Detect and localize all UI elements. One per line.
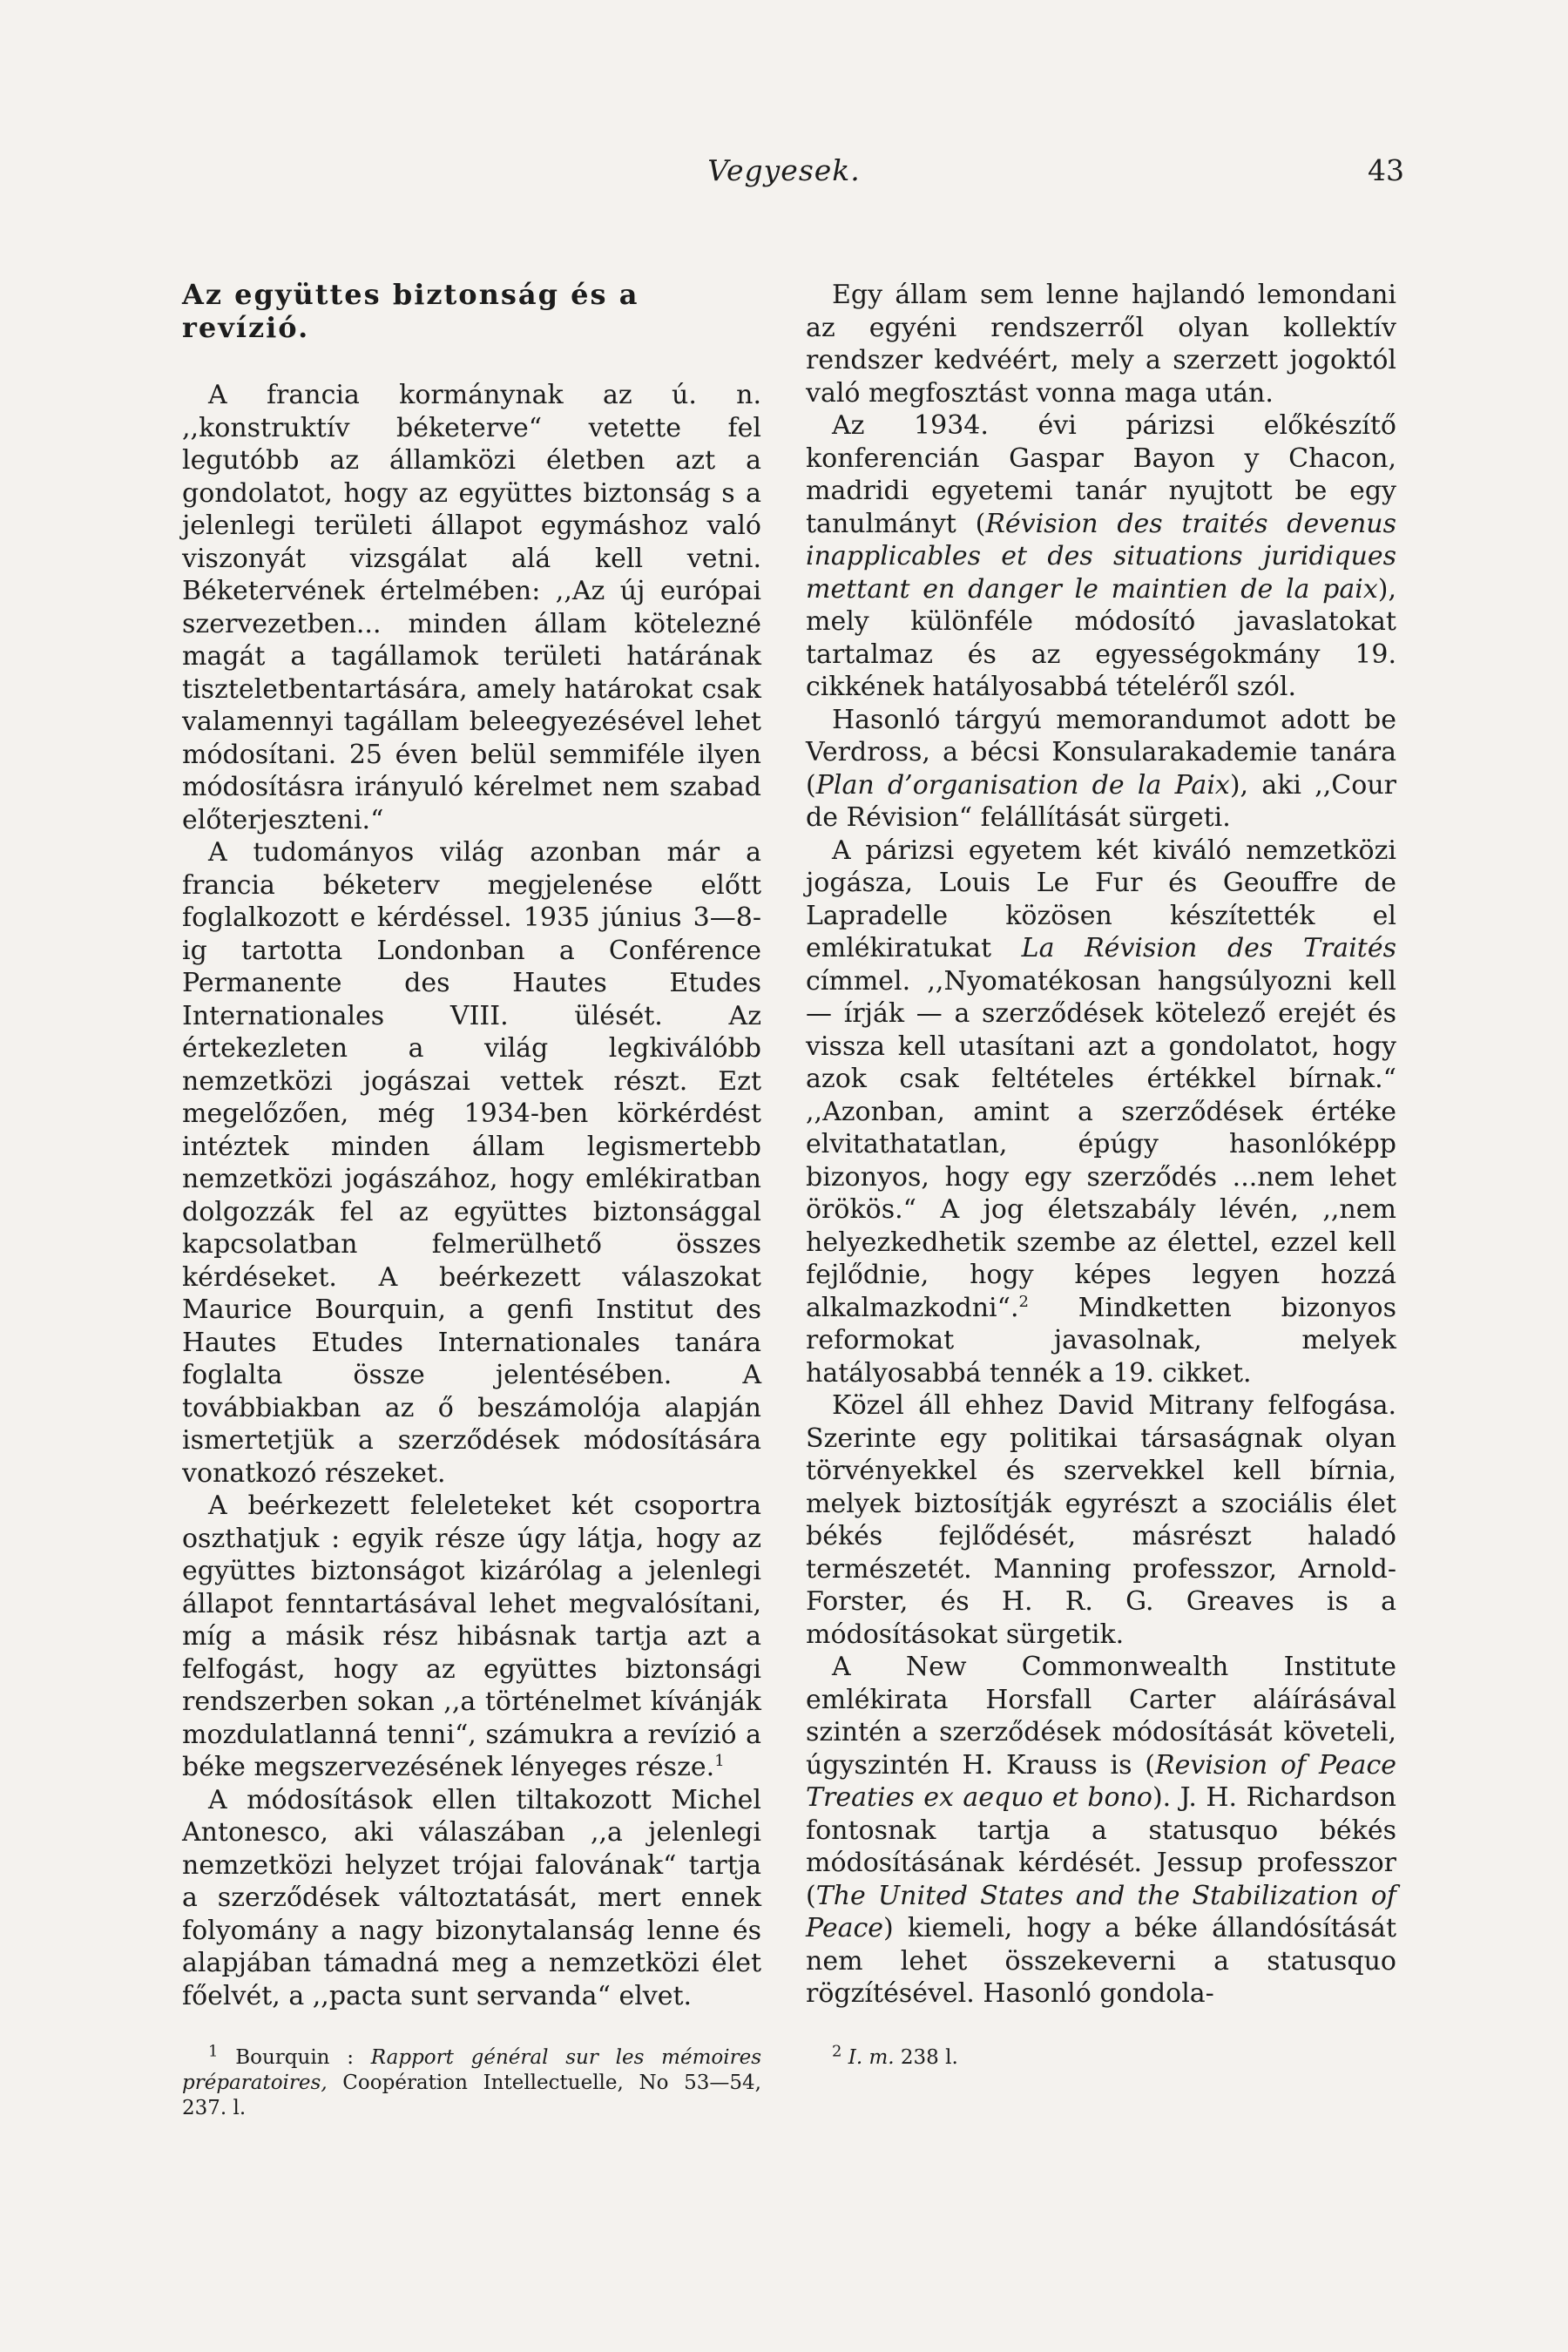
- paragraph-text: ) kiemeli, hogy a béke állandósítását nem lehet összekeverni a statusquo rögzítésével. Hasonló gondola-: [806, 1913, 1396, 2009]
- section-title: Az együttes biztonság és a revízió.: [182, 278, 639, 344]
- paragraph-text: ). J. H. Richardson fontosnak tartja a statusquo békés módosításának kérdését. Jessup professzor (: [806, 1782, 1396, 1911]
- paragraph: Egy állam sem lenne hajlandó lemondani az egyéni rendszerről olyan kollektív rendszer kedvéért, mely a szerzett jogoktól való megfosztást vonna maga után.: [806, 280, 1396, 409]
- paragraph-text: Mindketten bizonyos reformokat javasolnak, melyek hatályosabbá tennék a 19. cikket.: [806, 1292, 1396, 1389]
- footnote-italic: Rapport général sur les mémoires préparatoires,: [182, 2046, 762, 2094]
- paragraph: A tudományos világ azonban már a francia béketerv megjelenése előtt foglalkozott e kérdéssel. 1935 június 3—8-ig tartotta Londonban a Conférence Permanente des Hautes Etudes Internationales VIII. ülését. Az értekezleten a világ legkiválóbb nemzetközi jogászai vettek részt. Ezt megelőzően, még 1934-ben körkérdést intéztek minden állam legismertebb nemzetközi jogászához, hogy emlékiratban dolgozzák fel az együttes biztonsággal kapcsolatban felmerülhető összes kérdéseket. A beérkezett válaszokat Maurice Bourquin, a genfi Institut des Hautes Etudes Internationales tanára foglalta össze jelentésében. A továbbiakban az ő beszámolója alapján ismertetjük a szerződések módosítására vonatkozó részeket.: [182, 837, 761, 1489]
- footnote-left: [182, 2042, 762, 2121]
- paragraph: Közel áll ehhez David Mitrany felfogása. Szerinte egy politikai társaságnak olyan törvényekkel és szervekkel kell bírnia, melyek biztosítják egyrészt a szociális élet békés fejlődését, másrészt haladó természetét. Manning professzor, Arnold-Forster, és H. R. G. Greaves is a módosításokat sürgetik.: [806, 1390, 1396, 1650]
- paragraph-text: ), aki ,,Cour de Révision“ felállítását sürgeti.: [806, 769, 1396, 833]
- title-italic: Revision of Peace Treaties ex aequo et bono: [806, 1749, 1396, 1813]
- title-italic: La Révision des Traités: [1021, 933, 1396, 963]
- title-italic: Révision des traités devenus inapplicables et des situations juridiques mettant en danger le maintien de la paix: [806, 508, 1397, 605]
- paragraph: [806, 835, 1396, 1390]
- paragraph: [806, 704, 1396, 835]
- paragraph-text: A New Commonwealth Institute emlékirata Horsfall Carter aláírásával szintén a szerződések módosítását követeli, úgyszintén H. Krauss is (: [806, 1652, 1396, 1781]
- title-italic: Plan d’organisation de la Paix: [815, 769, 1230, 801]
- right-column: [806, 279, 1396, 2011]
- paragraph: A módosítások ellen tiltakozott Michel Antonesco, aki válaszában ,,a jelenlegi nemzetközi helyzet trójai falovának“ tartja a szerződések változtatását, mert ennek folyomány a nagy bizonytalanság lenne és alapjában támadná meg a nemzetközi élet főelvét, a ,,pacta sunt servanda“ elvet.: [182, 1784, 761, 2011]
- running-header-title: Vegyesek.: [707, 153, 861, 187]
- paragraph-text: A beérkezett feleleteket két csoportra oszthatjuk : egyik része úgy látja, hogy az együttes biztonságot kizárólag a jelenlegi állapot fenntartásával lehet megvalósítani, míg a másik rész hibásnak tartja azt a felfogást, hogy az együttes biztonsági rendszerben sokan ,,a történelmet kívánják mozdulatlanná tenni“, számukra a revízió a béke megszervezésének lényeges része.: [182, 1490, 761, 1782]
- paragraph: A francia kormánynak az ú. n. ,,konstruktív béketerve“ vetette fel legutóbb az államközi életben azt a gondolatot, hogy az együttes biztonság s a jelenlegi területi állapot egymáshoz való viszonyát vizsgálat alá kell vetni. Béketervének értelmében: ,,Az új európai szervezetben... minden állam kötelezné magát a tagállamok területi határának tiszteletbentartására, amely határokat csak valamennyi tagállam beleegyezésével lehet módosítani. 25 éven belül semmiféle ilyen módosításra irányuló kérelmet nem szabad előterjeszteni.“: [182, 380, 761, 835]
- footnote-text: Coopération Intellectuelle, No 53—54, 237. l.: [182, 2072, 761, 2119]
- footnote-text: Bourquin :: [235, 2046, 371, 2069]
- footnote-ref: 1: [714, 1752, 725, 1770]
- paragraph-text: ), mely különféle módosító javaslatokat tartalmaz és az egyességokmány 19. cikkének hatályosabbá tételéről szól.: [806, 573, 1396, 702]
- footnote-text: 238 l.: [894, 2046, 958, 2069]
- paragraph: [806, 1651, 1396, 2011]
- paragraph-text: címmel. ,,Nyomatékosan hangsúlyozni kell — írják — a szerződések kötelező erejét és vissza kell utasítani azt a gondolatot, hogy azok csak feltételes értékkel bírnak.“ ,,Azonban, amint a szerződések értéke elvitathatatlan, épúgy hasonlóképp bizonyos, hogy egy szerződés ...nem lehet örökös.“ A jog életszabály lévén, ,,nem helyezkedhetik szembe az élettel, ezzel kell fejlődnie, hogy képes legyen hozzá alkalmazkodni“.: [806, 965, 1396, 1323]
- left-column: [182, 279, 761, 2012]
- footnote-number: 1: [208, 2042, 219, 2061]
- footnote: [806, 2042, 1396, 2071]
- footnote-right: [806, 2042, 1396, 2071]
- page-number: 43: [1368, 153, 1404, 187]
- footnote-italic: I. m.: [848, 2046, 895, 2069]
- paragraph-text: Hasonló tárgyú memorandumot adott be Verdross, a bécsi Konsularakademie tanára (: [806, 704, 1396, 801]
- footnote-ref: 2: [1018, 1292, 1029, 1311]
- footnote-number: 2: [832, 2042, 842, 2061]
- paragraph: [182, 1490, 761, 1784]
- paragraph-text: A párizsi egyetem két kiváló nemzetközi jogásza, Louis Le Fur és Geouffre de Lapradelle közösen készítették el emlékiratukat: [806, 835, 1396, 963]
- title-italic: The United States and the Stabilization of Peace: [806, 1880, 1396, 1943]
- paragraph: [806, 409, 1396, 704]
- footnote: [182, 2042, 762, 2121]
- paragraph-text: Az 1934. évi párizsi előkészítő konferencián Gaspar Bayon y Chacon, madridi egyetemi tanár nyujtott be egy tanulmányt (: [806, 410, 1396, 539]
